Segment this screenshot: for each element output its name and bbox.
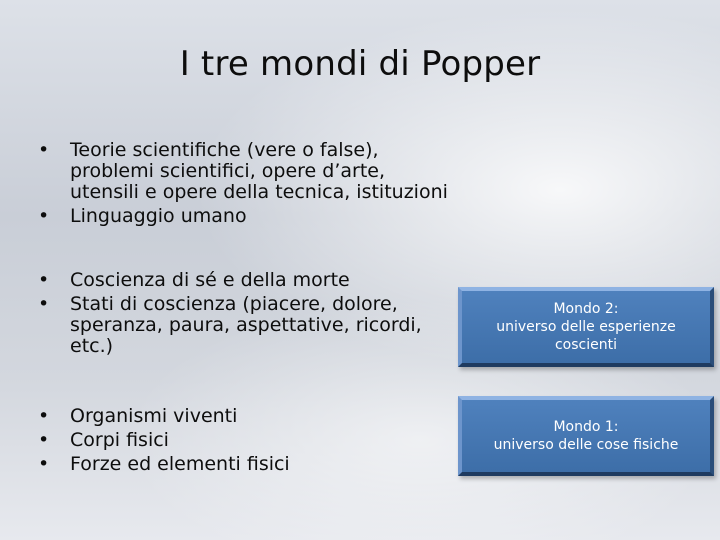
list-item-line: etc.)	[70, 335, 114, 357]
list-item-line: Coscienza di sé e della morte	[70, 269, 350, 291]
list-item-line: speranza, paura, aspettative, ricordi,	[70, 314, 422, 336]
bullet-icon: •	[38, 293, 50, 315]
list-item-line: Stati di coscienza (piacere, dolore,	[70, 293, 398, 315]
list-item-line: Forze ed elementi fisici	[70, 453, 290, 475]
list-item	[38, 454, 448, 475]
list-item-line: Organismi viventi	[70, 405, 238, 427]
box-line: Mondo 1:	[553, 419, 619, 435]
list-item	[38, 406, 448, 427]
list-item	[38, 430, 448, 451]
bullet-icon: •	[38, 205, 50, 227]
list-item-line: Teorie scientifiche (vere o false),	[70, 139, 379, 161]
box-line: universo delle cose fisiche	[493, 437, 679, 453]
box-line: Mondo 2:	[553, 301, 619, 317]
bullet-list-world2	[38, 270, 448, 360]
bullet-icon: •	[38, 269, 50, 291]
list-item-line: utensili e opere della tecnica, istituzioni	[70, 181, 448, 203]
slide-title: I tre mondi di Popper	[179, 44, 541, 84]
list-item	[38, 140, 478, 203]
list-item	[38, 270, 448, 291]
bullet-icon: •	[38, 453, 50, 475]
bullet-icon: •	[38, 139, 50, 161]
bullet-icon: •	[38, 429, 50, 451]
list-item-line: Corpi fisici	[70, 429, 169, 451]
mondo-1-box	[458, 396, 714, 476]
list-item-line: problemi scientifici, opere d’arte,	[70, 160, 386, 182]
list-item-line: Linguaggio umano	[70, 205, 247, 227]
bullet-list-world3	[38, 140, 478, 230]
box-line: coscienti	[554, 337, 617, 353]
bullet-icon: •	[38, 405, 50, 427]
bullet-list-world1	[38, 406, 448, 478]
mondo-2-box	[458, 287, 714, 367]
list-item	[38, 206, 478, 227]
list-item	[38, 294, 448, 357]
box-line: universo delle esperienze	[496, 319, 676, 335]
